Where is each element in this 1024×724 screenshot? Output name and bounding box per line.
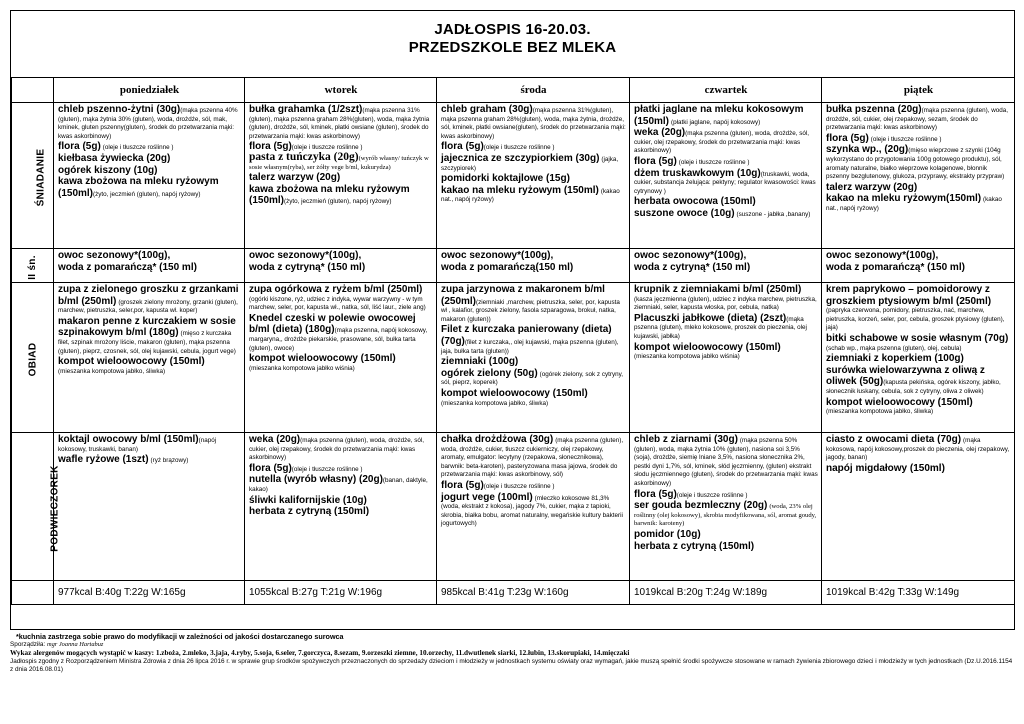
corner-cell [12,78,54,103]
lunch-fri [822,283,1015,433]
prepared-by-line [10,641,1015,649]
dish-ingredients: (mieszanka kompotowa jabłko, śliwka) [58,367,166,375]
dish-ingredients: (oleje i tłuszcze roślinne ) [483,482,555,490]
dish-name: jogurt vege (100ml) [441,491,533,503]
dish-name: ziemniaki z koperkiem (100g) [826,353,964,365]
dish-name: krem paprykowo – pomoidorowy z groszkiem ptysiowym b/ml (250ml) [826,284,992,307]
totals-fri: 1019kcal B:42g T:33g W:149g [822,581,1015,605]
totals-thu: 1019kcal B:20g T:24g W:189g [630,581,822,605]
dish-ingredients: (mąka kokosowa, napój kokosowy,proszek do pieczenia, olej rzepakowy, jagody, banan) [826,437,1010,462]
dish-name: bitki schabowe w sosie własnym (70g) [826,332,1009,344]
second-fri [822,249,1015,283]
dish-name: wafle ryżowe (1szt) [58,454,149,466]
lunch-row [12,283,1015,433]
dish-ingredients: (kakao nat., napój ryżowy) [826,196,1002,212]
lunch-mon [54,283,245,433]
dish-name: krupnik z ziemniakami b/ml (250ml) [634,284,802,295]
title-box [11,11,1014,77]
meal-label-cell [12,103,54,249]
totals-wed: 985kcal B:41g T:23g W:160g [437,581,630,605]
dish-name: herbata owocowa (150ml) [634,196,756,208]
meal-label: PODWIECZOREK [49,464,61,552]
snack-thu [630,433,822,581]
dish-name: woda z pomarańczą* (150 ml) [58,261,197,273]
dish-ingredients: (banan, daktyle, kakao) [249,477,428,493]
dish-name: koktajl owocowy b/ml (150ml) [58,434,199,445]
breakfast-row [12,103,1015,249]
dish-name: ogórek kiszony (10g) [58,164,158,176]
dish-ingredients: (mąka pszenna (gluten), mleko kokosowe, proszek do pieczenia, olej kujawski, jabłka) [634,315,807,340]
dish-name: owoc sezonowy*(100g), [58,250,171,261]
second-breakfast-row [12,249,1015,283]
dish-ingredients: (mieszanka kompotowa jabłko wiśnia) [249,364,355,372]
prepared-label: Sporządziła: [10,641,46,649]
meal-label-cell [12,283,54,433]
dish-ingredients: (napój kokosowy, truskawki, banan) [58,437,217,453]
dish-name: ciasto z owocami dieta (70g) [826,434,962,445]
dish-ingredients: (mąka pszenna 50% (gluten), woda, mąka żytnia 10% (gluten), nasiona soi 3,5% (soja), drożdże, siemię lniane 3,5%, nasiona słonecznika 2%, pestki dyni 1,7%, sól, kminek, słód jęczmienny, (gluten) ekstrakt słodu jęczmiennego (gluten), środek do przetwarzania mąki: kwas askorbinowy) [634,437,818,487]
dish-name: ser gouda bezmleczny (20g) [634,500,768,512]
dish-ingredients: (żyto, jeczmień (gluten), napój ryżowy) [284,198,392,206]
dish-name: dżem truskawkowym (10g) [634,167,761,179]
page-title: JADŁOSPIS 16-20.03. [434,21,591,38]
dish-ingredients: (mąka pszenna 31%(gluten), mąka pszenna graham 28%(gluten), woda, mąka żytnia, drożdże, sól, kminek, płatki owsiane(gluten), środek do przetwarzania mąki: kwas askorbinowy) [441,107,626,140]
prepared-by: mgr Joanna Hartabuz [46,641,104,649]
dish-ingredients: (mąka pszenna (gluten), woda, drożdże, sól, cukier, olej rzepakowy, środek do przetwarzania mąki: kwas askorbinowy) [249,437,425,462]
dish-name: flora (5g) [441,479,484,491]
lunch-wed [437,283,630,433]
dish-name: owoc sezonowy*(100g), [634,250,747,261]
dish-ingredients: (mieszanka kompotowa jabłko, śliwka) [441,399,549,407]
dish-ingredients: (mąka pszenna 31%(gluten), mąka pszenna graham 28%(gluten), woda, mąka żytnia (gluten), drożdże, sól, kminek, płatki owsiane (gluten), środek do przetwarzania mąki: kwas askorbinowy) [249,107,430,140]
dish-name: flora (5g) [441,141,484,153]
dish-name: talerz warzyw (20g) [249,172,341,184]
day-header-row [12,78,1015,103]
lunch-thu [630,283,822,433]
dish-name: flora (5g) [249,141,292,153]
snack-tue [245,433,437,581]
dish-ingredients: (ziemniaki ,marchew, pietruszka, seler, por, kapusta wł , kalafior, groszek zielony, fasola szparagowa, brokuł, natka, makaron (gluten)) [441,298,620,323]
snack-fri [822,433,1015,581]
dish-ingredients: (filet z kurczaka,, olej kujawski, mąka pszenna (gluten), jaja, bułka tarta (gluten)) [441,338,619,355]
day-header: wtorek [245,78,437,103]
totals-tue: 1055kcal B:27g T:21g W:196g [245,581,437,605]
dish-ingredients: (suszone - jabłka ,banany) [736,210,811,218]
dish-ingredients: (mięso z kurczaka filet, szpinak mrożony liście, makaron (gluten), mąka pszenna (gluten), pieprz, czosnek, sól, olej kujawski, cebula, jogurt vege) [58,330,236,355]
dish-name: owoc sezonowy*(100g), [826,250,939,261]
meal-label-cell [12,249,54,283]
breakfast-tue [245,103,437,249]
dish-name: Filet z kurczaka panierowany (dieta) (70g) [441,324,612,347]
meal-label-cell [12,433,61,581]
dish-name: surówka wielowarzywna z oliwą z oliwek (50g) [826,364,985,388]
day-header: poniedziałek [54,78,245,103]
dish-name: chałka drożdżowa (30g) [441,434,554,445]
dish-name: owoc sezonowy*(100g), [249,250,362,261]
dish-name: zupa jarzynowa z makaronem b/ml (250ml) [441,284,605,307]
totals-mon: 977kcal B:40g T:22g W:165g [54,581,245,605]
dish-name: ziemniaki (100g) [441,356,519,368]
dish-ingredients: (groszek zielony mrożony, grzanki (gluten), marchew, pietruszka, seler,por, kapusta wł. koper) [58,298,238,315]
dish-ingredients: (woda, 23% olej roślinny (olej kokosowy), skrobia modyfikowana, sól, aromat goudy, barwnik: karoteny) [634,503,817,528]
dish-ingredients: (ryż brązowy) [150,457,189,465]
day-header: czwartek [630,78,822,103]
dish-name: woda z cytryną* (150 ml) [634,261,751,273]
dish-name: pomidorki koktajlowe (15g) [441,173,570,185]
menu-table [11,77,1015,605]
dish-ingredients: (oleje i tłuszcze roślinne ) [676,491,748,499]
dish-ingredients: (mleczko kokosowe 81,3% (woda, ekstrakt z kokosa), jagody 7%, cukier, mąka z tapioki, skrobia, białka bobu, aromat naturalny, wegańskie kultury bakterii jogurtowych) [441,494,623,528]
dish-name: Knedel czeski w polewie owocowej b/ml (dieta) (180g) [249,312,416,336]
dish-name: Placuszki jabłkowe (dieta) (2szt) [634,312,787,324]
kitchen-note: *kuchnia zastrzega sobie prawo do modyfikacji w zależności od jakości dostarczanego surowca [16,632,344,641]
dish-name: talerz warzyw (20g) [826,181,918,193]
meal-label: OBIAD [26,342,38,376]
dish-name: owoc sezonowy*(100g), [441,250,554,261]
dish-name: kompot wieloowocowy (150ml) [58,356,205,368]
breakfast-thu [630,103,822,249]
dish-name: jajecznica ze szczypiorkiem (30g) [441,152,600,164]
dish-name: kompot wieloowocowy (150ml) [826,396,973,408]
dish-name: woda z pomarańczą* (150 ml) [826,261,965,273]
dish-ingredients: (mieszanka kompotowa jabłko wiśnia) [634,353,740,361]
dish-name: bułka pszenna (20g) [826,104,922,115]
second-thu [630,249,822,283]
dish-ingredients: (schab wp., mąka pszenna (gluten), olej, cebula) [826,344,962,352]
dish-name: flora (5g) [58,141,101,153]
dish-ingredients: (mąka pszenna (gluten), woda, drożdże, sól, cukier, olej rzepakowy, środek do przetwarzania mąki: kwas askorbinowy) [634,130,810,155]
dish-ingredients: (kakao nat., napój ryżowy) [441,187,620,204]
dish-ingredients: (żyto, jeczmień (gluten), napój ryżowy) [93,190,201,198]
dish-name: ogórek zielony (50g) [441,367,538,379]
dish-name: szynka wp., (20g) [826,144,909,156]
dish-name: flora (5g) [634,155,677,167]
dish-name: flora (5g) [249,462,292,474]
dish-ingredients: (oleje i tłuszcze roślinne ) [102,144,174,152]
dish-name: kakao na mleku ryżowym(150ml) [826,193,982,205]
dish-name: pasta z tuńczyka (20g) [249,150,359,163]
dish-name: kawa zbożowa na mleku ryżowym (150ml) [249,183,410,207]
dish-ingredients: (mąka pszenna (gluten), woda, drożdże, cukier, tłuszcz cukierniczy, olej rzepakowy, aromaty, emulgator: lecytyny (rzepakowa, słonecznikowa), barwnik: beta-karoten), pasteryzowana masa jajowa, środek do przetwarzania mąki: kwas askorbinowy, sól) [441,437,624,479]
dish-name: zupa z zielonego groszku z grzankami b/ml (250ml) [58,284,239,307]
dish-ingredients: (wyrób własny/ tuńczyk w sosie własnym(ryba), ser żółty vege b/ml, kukurydza) [249,154,429,171]
totals-label-cell [12,581,54,605]
dish-ingredients: (ogórek zielony, sok z cytryny, sól, pieprz, koperek) [441,370,624,387]
dish-name: herbata z cytryną (150ml) [249,506,370,518]
dish-name: woda z cytryną* (150 ml) [249,261,366,273]
dish-ingredients: (oleje i tłuszcze roślinne ) [291,465,363,473]
dish-ingredients: (ogórki kiszone, ryż, udziec z indyka, wywar warzywny - w tym marchew, seler, por, kapusta wł., natka, sól, liść laur., ziele ang) [249,295,426,312]
breakfast-fri [822,103,1015,249]
dish-name: nutella (wyrób własny) (20g) [249,474,383,486]
dish-name: kawa zbożowa na mleku ryżowym (150ml) [58,176,219,199]
dish-name: pomidor (10g) [634,528,701,540]
dish-ingredients: (jajka, szczypiorek) [441,155,619,172]
dish-name: flora (5g) [634,488,677,500]
dish-name: chleb graham (30g) [441,104,533,115]
second-mon [54,249,245,283]
dish-name: suszone owoce (10g) [634,207,735,219]
dish-ingredients: (mieszanka kompotowa jabłko, śliwka) [826,408,934,416]
breakfast-mon [54,103,245,249]
dish-ingredients: (kapusta pekińska, ogórek kiszony, jabłko, słonecznik łuskany, cebula, sok z cytryny, oliwa z oliwek) [826,379,1001,395]
second-tue [245,249,437,283]
dish-name: chleb z ziarnami (30g) [634,434,738,445]
page-subtitle: PRZEDSZKOLE BEZ MLEKA [408,39,617,56]
dish-name: napój migdałowy (150ml) [826,462,945,474]
day-header: środa [437,78,630,103]
dish-ingredients: (mąka pszenna, napój kokosowy, margaryna,, drożdże piekarskie, prasowane, sól, bułka tarta (gluten), owoce) [249,327,428,352]
dish-name: bułka grahamka (1/2szt) [249,104,363,115]
snack-row [12,433,1015,581]
dish-ingredients: (płatki jaglane, napój kokosowy) [670,118,761,126]
dish-name: kompot wieloowocowy (150ml) [441,387,588,399]
lunch-tue [245,283,437,433]
dish-name: płatki jaglane na mleku kokosowym (150ml) [634,104,804,127]
snack-wed [437,433,630,581]
dish-name: kiełbasa żywiecka (20g) [58,152,171,164]
menu-frame [10,10,1015,630]
meal-label: ŚNIADANIE [35,148,47,206]
legal-note: Jadłospis zgodny z Rozporządzeniem Ministra Zdrowia z dnia 26 lipca 2016 r. w sprawie grup środków spożywczych przeznaczonych do sprzedaży dzieciom i młodzieży w jednostkach systemu oświaty oraz wymagań, jakie muszą spełnić środki spożywcze stosowane w ramach żywienia zbiorowego dzieci i młodzieży w tych jednostkach (Dz.U.2016.1154 z dnia 2016.08.01) [10,657,1013,673]
footer [10,633,1015,674]
dish-ingredients: (oleje i tłuszcze roślinne ) [870,135,942,143]
dish-name: makaron penne z kurczakiem w sosie szpinakowym b/ml (180g) [58,315,236,339]
dish-ingredients: (mąka pszenna 40% (gluten), mąka żytnia 30% (gluten), woda, drożdże, sól, mak, kminek, gluten pszenny(gluten), środek do przetwarzania mąki: kwas askorbinowy) [58,107,238,140]
dish-ingredients: (oleje i tłuszcze roślinne ) [483,144,555,152]
dish-ingredients: (kasza jęczmienna (gluten), udziec z indyka marchew, pietruszka, ziemniaki, seler, kapusta włoska, por, cebula, natka) [634,295,817,312]
dish-ingredients: (oleje i tłuszcze roślinne ) [678,158,750,166]
dish-name: weka (20g) [634,127,686,139]
dish-ingredients: (mięso wieprzowe z szynki (104g wykorzystano do przygotowania 100g gotowego produktu), sól, aromaty naturalne, białko wieprzowe kolagenowe, błonnik pszenny bezglutenowy, glukoza, przyprawy, ekstrakty przypraw) [826,147,1005,181]
dish-ingredients: (truskawki, woda, cukier, substancja żelująca: pektyny; regulator kwasowości: kwas cytrynowy ) [634,170,816,195]
dish-name: śliwki kalifornijskie (10g) [249,494,367,506]
dish-name: kompot wieloowocowy (150ml) [634,341,781,353]
totals-row [12,581,1015,605]
meal-label: II śn. [27,254,38,280]
day-header: piątek [822,78,1015,103]
dish-name: herbata z cytryną (150ml) [634,540,755,552]
dish-name: kompot wieloowocowy (150ml) [249,353,396,365]
dish-name: kakao na mleku ryżowym (150ml) [441,184,599,196]
snack-mon [54,433,245,581]
dish-name: zupa ogórkowa z ryżem b/ml (250ml) [249,284,423,295]
dish-name: flora (5g) [826,132,869,144]
dish-ingredients: (papryka czerwona, pomidory, pietruszka, nać, marchew, pietruszka, korzeń, seler, por, cebula, groszek ptysiowy (gluten), jaja) [826,307,1005,332]
dish-name: chleb pszenno-żytni (30g) [58,104,181,115]
dish-ingredients: (oleje i tłuszcze roślinne ) [291,144,363,152]
breakfast-wed [437,103,630,249]
dish-name: woda z pomarańczą(150 ml) [441,261,574,273]
allergens-list: Wykaz alergenów mogących wystąpić w kaszy: 1.zboża, 2.mleko, 3.jaja, 4.ryby, 5.soja, 6.seler, 7.gorczyca, 8.sezam, 9.orzeszki ziemne, 10.orzechy, 11.dwutlenek siarki, 12.łubin, 13.skorupiaki, 14.mięczaki [10,649,630,658]
second-wed [437,249,630,283]
dish-name: weka (20g) [249,434,301,445]
dish-ingredients: (mąka pszenna (gluten), woda, drożdże, sól, cukier, olej rzepakowy, sezam, środek do przetwarzania mąki: kwas askorbinowy) [826,107,1009,132]
